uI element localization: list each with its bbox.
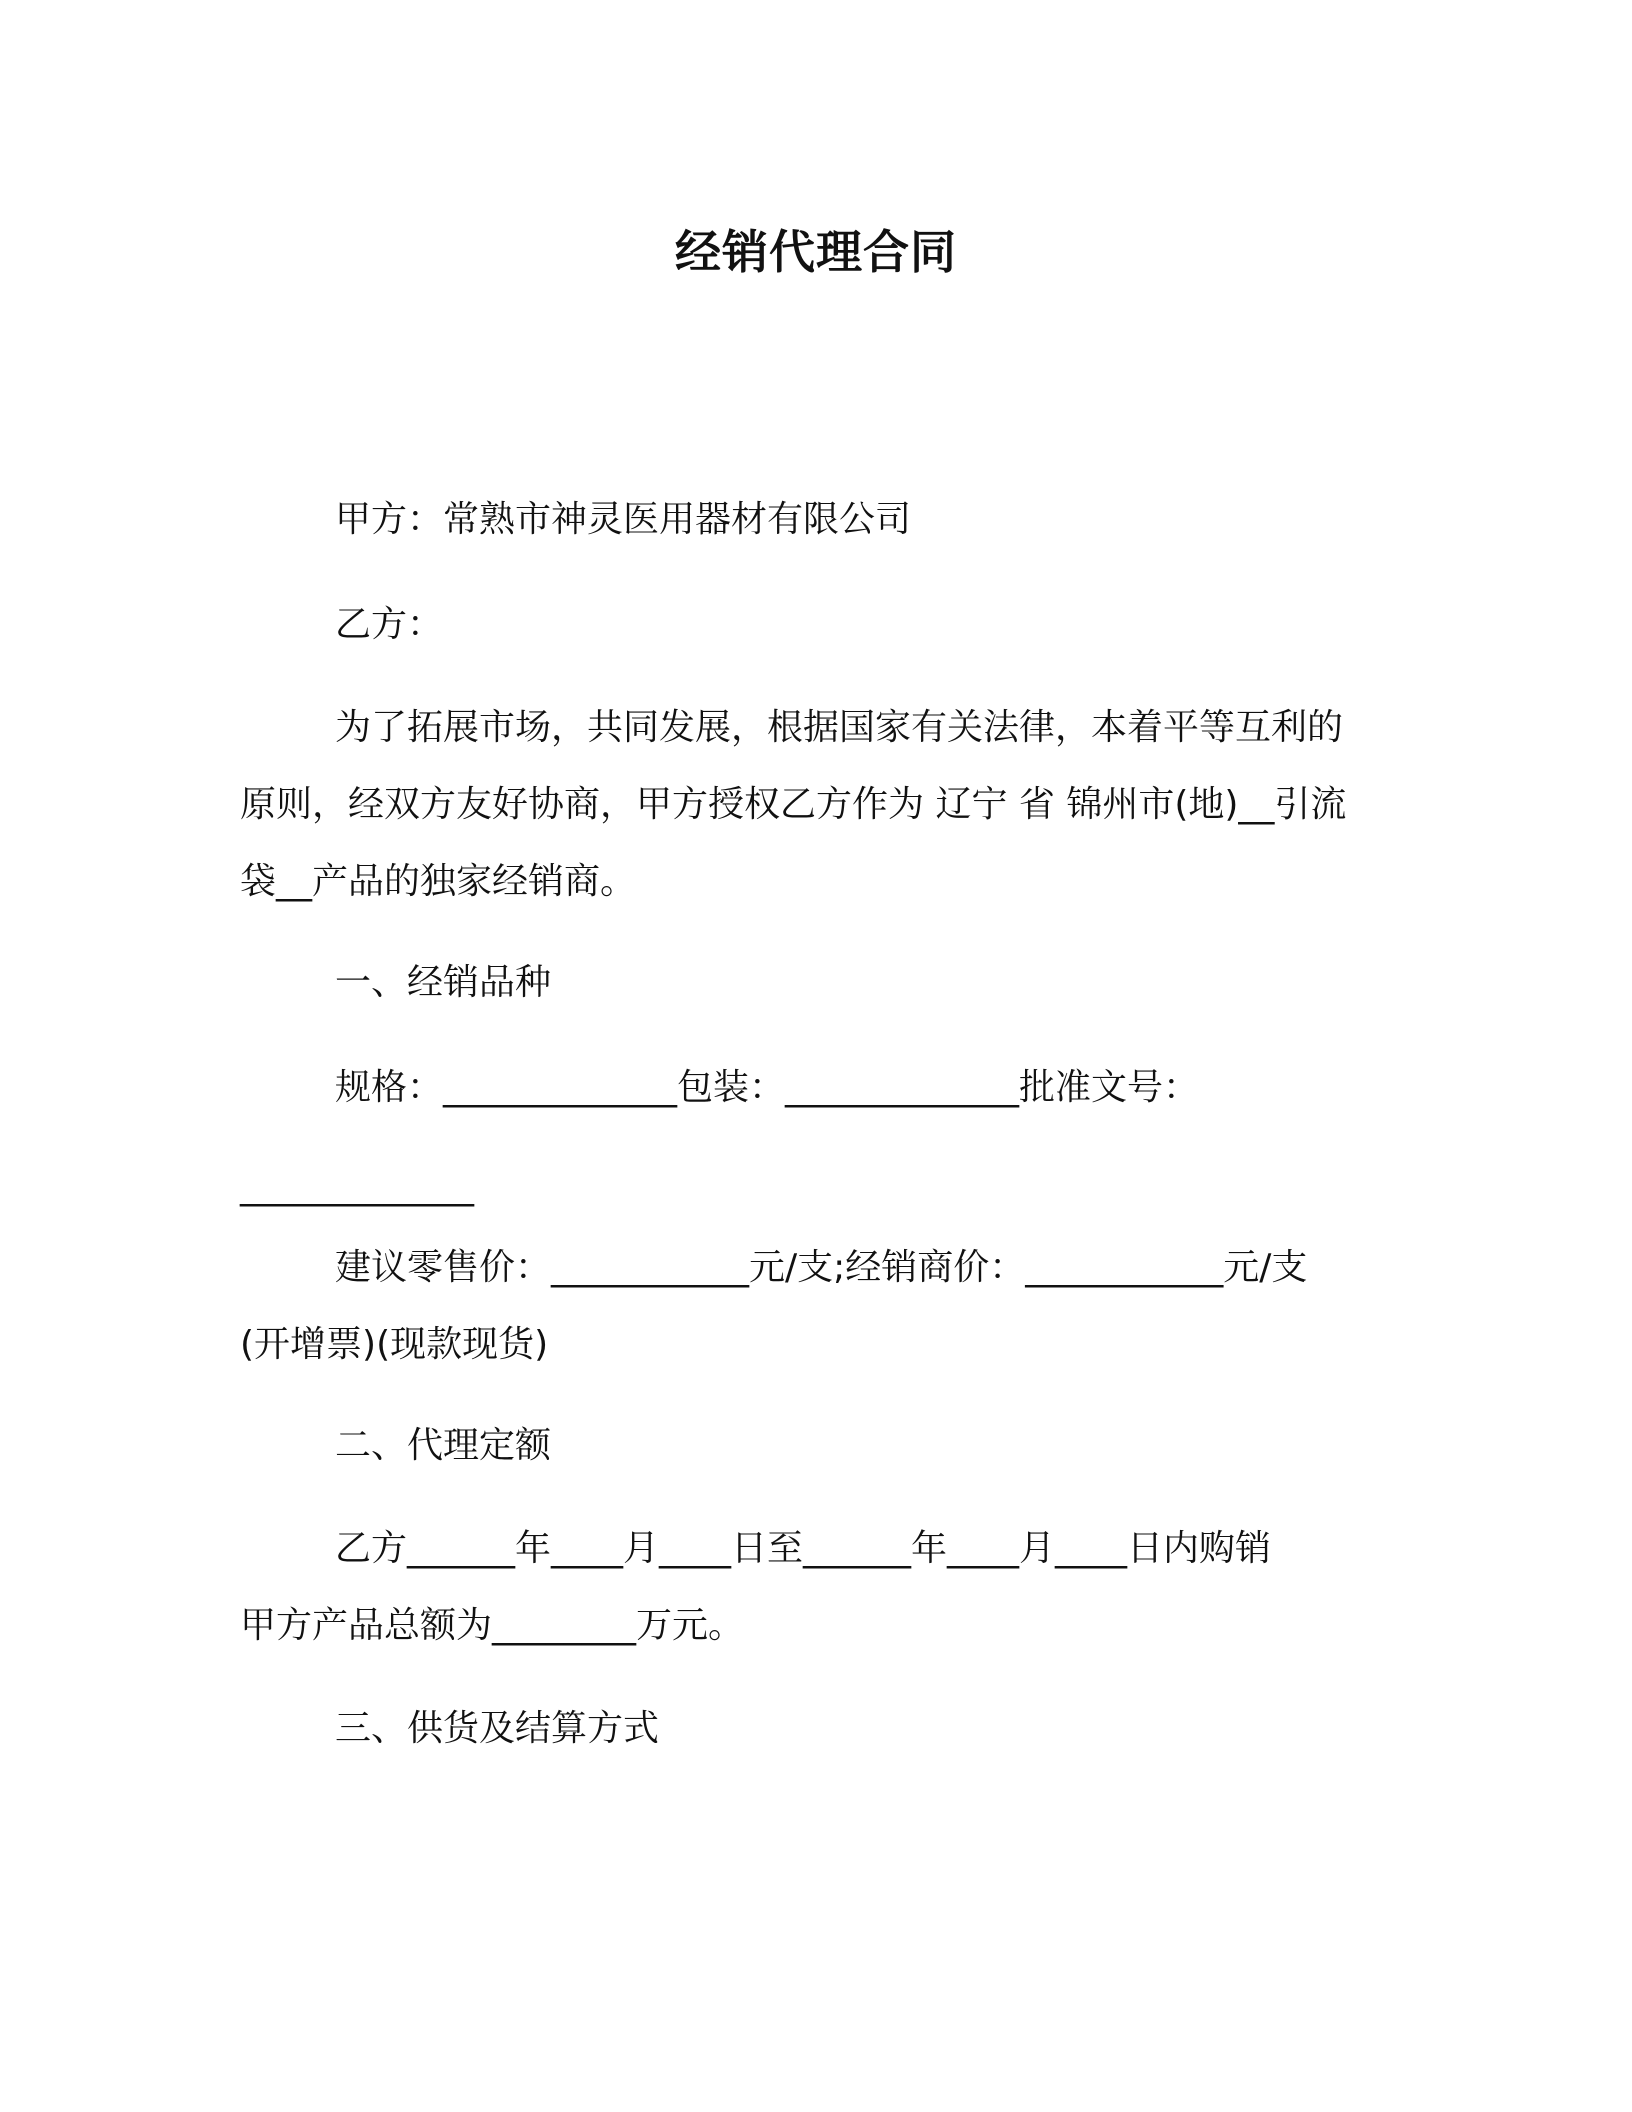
quota-line-2: 甲方产品总额为________万元。: [240, 1605, 745, 1646]
section-1-heading: 一、经销品种: [335, 962, 552, 1003]
price-line-2: (开增票)(现款现货): [240, 1324, 549, 1365]
quota-line-1: 乙方______年____月____日至______年____月____日内购销: [335, 1528, 1272, 1569]
section-2-heading: 二、代理定额: [335, 1425, 552, 1466]
party-a-line: 甲方：常熟市神灵医用器材有限公司: [335, 499, 912, 540]
preamble-line-1: 为了拓展市场，共同发展，根据国家有关法律，本着平等互利的: [335, 707, 1344, 748]
document-title: 经销代理合同: [675, 225, 957, 279]
preamble-line-3: 袋__产品的独家经销商。: [240, 861, 637, 902]
section-3-heading: 三、供货及结算方式: [335, 1708, 660, 1749]
approval-number-blank: _____________: [240, 1166, 474, 1207]
party-b-line: 乙方：: [335, 604, 444, 645]
spec-line: 规格：_____________包装：_____________批准文号：: [335, 1067, 1200, 1108]
price-line-1: 建议零售价：___________元/支;经销商价：___________元/支: [335, 1247, 1308, 1288]
preamble-line-2: 原则，经双方友好协商，甲方授权乙方作为 辽宁 省 锦州市(地)__引流: [240, 784, 1347, 825]
